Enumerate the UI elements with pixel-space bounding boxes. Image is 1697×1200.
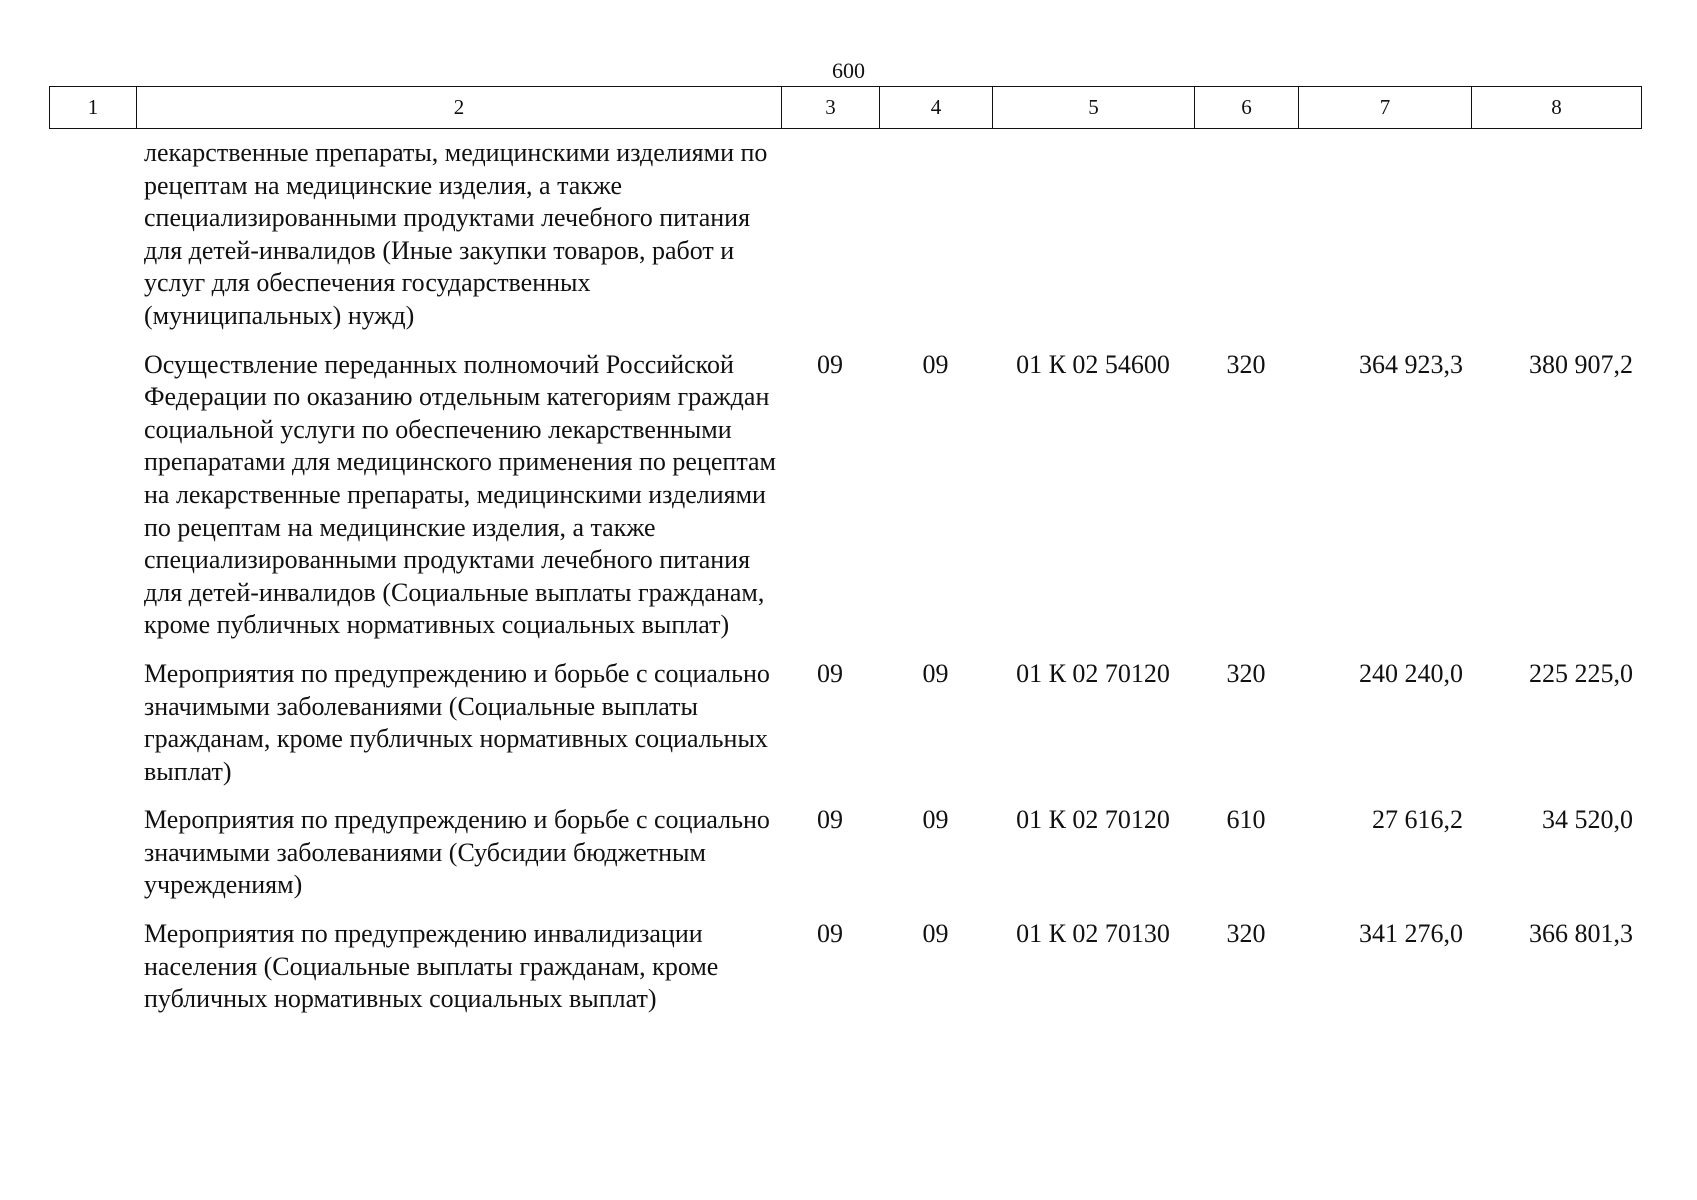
row-amount-2: 366 801,3: [1529, 919, 1633, 949]
row-subsection: 09: [922, 658, 949, 688]
table-row: [49, 137, 1641, 349]
row-amount-1: 27 616,2: [1372, 805, 1463, 835]
row-expense-type: 320: [1226, 919, 1266, 949]
row-description: Мероприятия по предупреждению и борьбе с социально значимыми заболеваниями (Субсидии бюджетным учреждениям): [144, 805, 770, 900]
row-expense-type: 610: [1226, 805, 1266, 835]
row-amount-1: [1298, 137, 1471, 349]
table-row: [49, 804, 1641, 918]
table-row: [49, 658, 1641, 804]
row-target-code: 01 К 02 70130: [1016, 919, 1170, 949]
row-expense-type: 320: [1226, 658, 1266, 688]
page-number: 600: [832, 58, 865, 83]
table-row: [49, 918, 1641, 1032]
header-col-8: 8: [1472, 87, 1642, 129]
header-col-2: 2: [137, 87, 782, 129]
header-col-6: 6: [1195, 87, 1299, 129]
header-col-3: 3: [782, 87, 880, 129]
row-subsection: 09: [922, 349, 949, 379]
header-col-7: 7: [1299, 87, 1472, 129]
row-description: лекарственные препараты, медицинскими изделиями по рецептам на медицинские изделия, а также специализированными продуктами лечебного питания для детей-инвалидов (Иные закупки товаров, работ и услуг для обеспечения государственных (муниципальных) нужд): [144, 138, 768, 330]
row-section: 09: [817, 919, 843, 949]
row-target-code: 01 К 02 70120: [1016, 658, 1170, 688]
column-number-header: [49, 86, 1642, 129]
row-target-code: 01 К 02 54600: [1016, 349, 1170, 379]
row-amount-2: [1471, 137, 1641, 349]
row-section: 09: [817, 805, 843, 835]
row-target-code: [992, 137, 1194, 349]
row-description: Мероприятия по предупреждению инвалидизации населения (Социальные выплаты гражданам, кроме публичных нормативных социальных выплат): [144, 919, 719, 1014]
row-section: 09: [817, 658, 843, 688]
row-amount-1: 341 276,0: [1359, 919, 1463, 949]
row-expense-type: 320: [1226, 349, 1266, 379]
header-row: [50, 87, 1642, 129]
header-col-5: 5: [993, 87, 1195, 129]
row-subsection: 09: [922, 805, 949, 835]
header-col-1: 1: [50, 87, 137, 129]
row-description: Осуществление переданных полномочий Российской Федерации по оказанию отдельным категориям граждан социальной услуги по обеспечению лекарственными препаратами для медицинского применения по рецептам на лекарственные препараты, медицинскими изделиями по рецептам на медицинские изделия, а также специализированными продуктами лечебного питания для детей-инвалидов (Социальные выплаты гражданам, кроме публичных нормативных социальных выплат): [144, 349, 776, 640]
header-col-4: 4: [880, 87, 993, 129]
row-subsection: [879, 137, 992, 349]
row-section: [781, 137, 879, 349]
table-row: [49, 349, 1641, 658]
row-description: Мероприятия по предупреждению и борьбе с социально значимыми заболеваниями (Социальные выплаты гражданам, кроме публичных нормативных социальных выплат): [144, 658, 770, 786]
row-amount-2: 380 907,2: [1529, 349, 1633, 379]
row-section: 09: [817, 349, 843, 379]
row-target-code: 01 К 02 70120: [1016, 805, 1170, 835]
row-amount-2: 34 520,0: [1542, 805, 1633, 835]
row-amount-2: 225 225,0: [1529, 658, 1633, 688]
row-expense-type: [1194, 137, 1298, 349]
row-amount-1: 240 240,0: [1359, 658, 1463, 688]
row-subsection: 09: [922, 919, 949, 949]
row-amount-1: 364 923,3: [1359, 349, 1463, 379]
budget-table-body: [49, 137, 1641, 1032]
